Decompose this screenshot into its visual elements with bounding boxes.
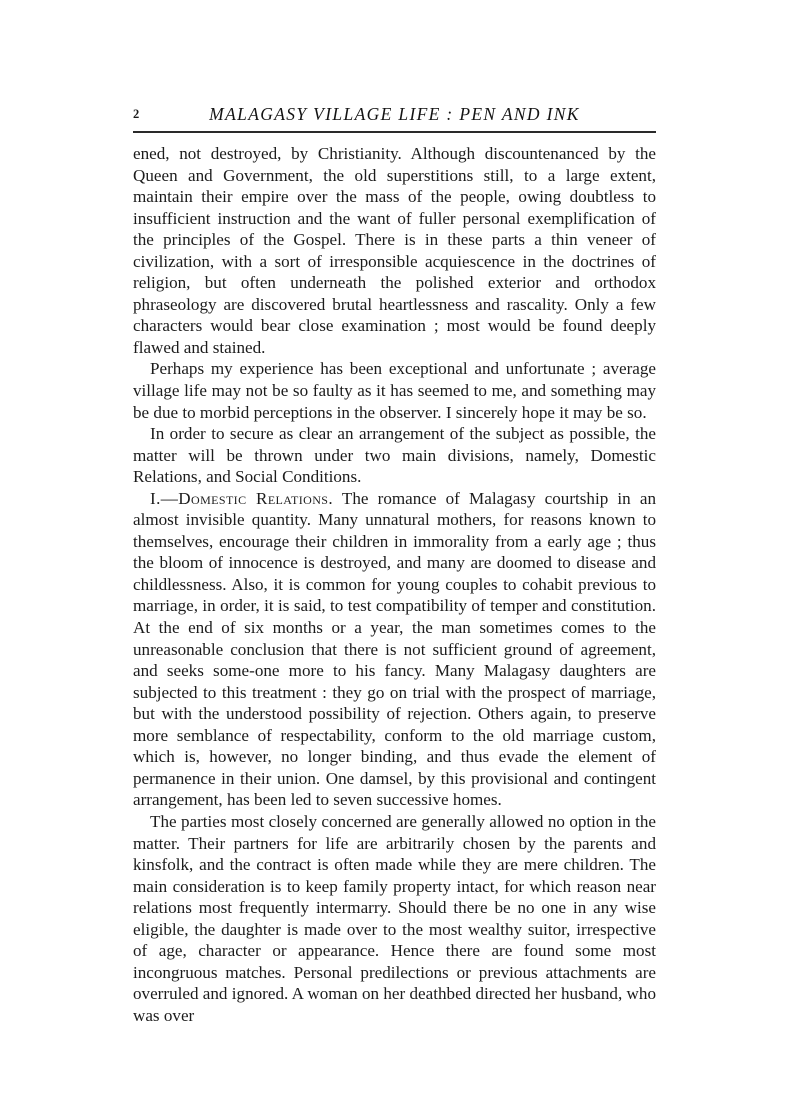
running-title: MALAGASY VILLAGE LIFE : PEN AND INK [209, 104, 580, 124]
header-rule [133, 131, 656, 133]
page-number: 2 [133, 107, 140, 121]
paragraph-text: In order to secure as clear an arrangement of the subject as possible, the matter will be thrown under two main divisions, namely, Domestic Relations, and Social Conditions. [133, 424, 656, 487]
paragraph-text: The romance of Malagasy courtship in an almost invisible quantity. Many unnatural mothers, for reasons known to themselves, encourage their children in immorality from a early age ; thus the bloom of innocence is destroyed, and many are doomed to disease and childlessness. Also, it is common for young couples to cohabit previous to marriage, in order, it is said, to test compatibility of temper and constitution. At the end of six months or a year, the man sometimes comes to the unreasonable conclusion that there is not sufficient ground of agreement, and seeks some-one more to his fancy. Many Malagasy daughters are subjected to this treatment : they go on trial with the prospect of marriage, but with the understood possibility of rejection. Others again, to preserve more semblance of respectability, conform to the old marriage custom, which is, however, no longer binding, and thus evade the element of permanence in their union. One damsel, by this provisional and contingent arrangement, has been led to seven successive homes. [133, 488, 657, 810]
paragraph-perhaps [133, 358, 656, 423]
paragraph-domestic-relations [133, 488, 656, 811]
paragraph-continued [133, 143, 656, 358]
running-head [133, 104, 656, 126]
paragraph-parties [133, 811, 656, 1026]
paragraph-text: Perhaps my experience has been exceptional and unfortunate ; average village life may not be so faulty as it has seemed to me, and something may be due to morbid perceptions in the observer. I sincerely hope it may be so. [133, 359, 656, 422]
paragraph-text: The parties most closely concerned are generally allowed no option in the matter. Their partners for life are arbitrarily chosen by the parents and kinsfolk, and the contract is often made while they are mere children. The main consideration is to keep family property intact, for which reason near relations most frequently intermarry. Should there be no one in any wise eligible, the daughter is made over to the most wealthy suitor, irrespective of age, character or appearance. Hence there are found some most incongruous matches. Personal predilections or previous attachments are overruled and ignored. A woman on her deathbed directed her husband, who was over [133, 811, 656, 1025]
section-heading-domestic-relations: I.—Domestic Relations. [150, 488, 334, 508]
body-text-block [133, 143, 656, 1026]
paragraph-in-order [133, 423, 656, 488]
paragraph-text: ened, not destroyed, by Christianity. Although discountenanced by the Queen and Government, the old superstitions still, to a large extent, maintain their empire over the mass of the people, owing doubtless to insufficient instruction and the want of fuller personal exemplification of the principles of the Gospel. There is in these parts a thin veneer of civilization, with a sort of irresponsible acquiescence in the doctrines of religion, but often underneath the polished exterior and orthodox phraseology are discovered brutal heartlessness and rascality. Only a few characters would bear close examination ; most would be found deeply flawed and stained. [133, 144, 656, 357]
